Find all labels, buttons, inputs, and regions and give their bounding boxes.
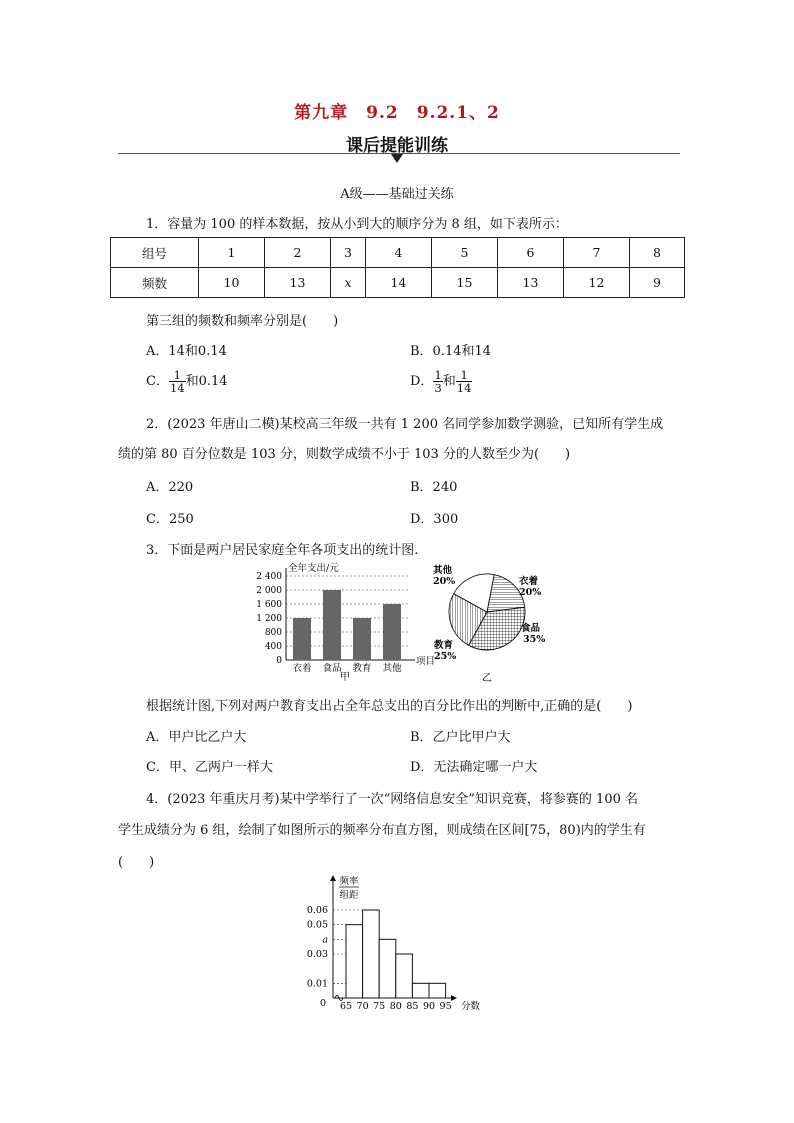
x-axis-label: 项目 — [416, 656, 436, 667]
y-tick-label: 0.06 — [306, 905, 328, 916]
q2-option-d: D．300 — [410, 512, 459, 527]
q4-line2: 学生成绩分为 6 组，绘制了如图所示的频率分布直方图，则成绩在区间[75，80)内的学生有 — [118, 823, 646, 838]
y-tick-label: 800 — [264, 628, 282, 638]
x-tick-label: 95 — [439, 1001, 452, 1012]
option-mid: 和 — [442, 374, 456, 389]
table-cell: 12 — [563, 268, 629, 298]
page-subtitle: 课后提能训练 — [346, 136, 448, 156]
y-tick-label: 400 — [264, 642, 282, 652]
q3-option-c: C．甲、乙两户一样大 — [146, 760, 273, 775]
x-tick-label: 85 — [406, 1001, 419, 1012]
table-cell: 3 — [331, 238, 366, 268]
q2-line1: 2．(2023 年唐山二模)某校高三年级一共有 1 200 名同学参加数学测验，已知所有学生成 — [146, 417, 664, 432]
table-row-count — [111, 268, 685, 298]
y-axis-label: 全年支出/元 — [288, 563, 339, 574]
option-label: D． — [410, 374, 434, 389]
expense-bar-chart — [250, 558, 450, 686]
origin-label: 0 — [319, 998, 326, 1009]
y-tick-label: 0.01 — [306, 978, 328, 990]
table-cell: x — [331, 268, 366, 298]
frequency-histogram — [298, 872, 498, 1018]
q1-stem: 1．容量为 100 的样本数据，按从小到大的顺序分为 8 组，如下表所示： — [146, 217, 568, 232]
table-cell: 4 — [365, 238, 431, 268]
table-header-cell: 组号 — [111, 238, 199, 268]
pie-value-education: 25% — [434, 651, 457, 662]
category-label: 教育 — [352, 663, 372, 674]
y-tick-label: 0.03 — [306, 949, 328, 960]
pie-label-food: 食品 — [521, 623, 541, 634]
y-tick-label: 2 000 — [256, 586, 282, 596]
q1-option-c — [146, 369, 228, 394]
bar — [293, 618, 311, 660]
q1-option-b: B．0.14和14 — [410, 344, 492, 359]
x-tick-label: 80 — [389, 1001, 402, 1012]
x-tick-label: 75 — [373, 1001, 386, 1012]
expense-pie-chart — [430, 562, 560, 690]
x-tick-label: 65 — [339, 1001, 353, 1012]
y-tick-label: 1 600 — [256, 600, 282, 610]
table-cell: 15 — [431, 268, 497, 298]
fraction — [433, 369, 442, 394]
table-row-group — [111, 238, 685, 268]
q4-line3: ( ) — [118, 855, 155, 870]
option-tail: 和0.14 — [185, 374, 228, 389]
pie-label-other: 其他 — [433, 565, 453, 576]
table-cell: 5 — [431, 238, 497, 268]
x-tick-label: 70 — [356, 1001, 369, 1012]
category-label: 食品 — [322, 663, 342, 674]
y-tick-label: 1 200 — [256, 614, 282, 624]
y-tick-label: 0.05 — [306, 919, 328, 931]
q4-line1: 4．(2023 年重庆月考)某中学举行了一次“网络信息安全”知识竞赛，将参赛的 100 名 — [146, 792, 639, 807]
y-tick-label: 2 400 — [256, 572, 282, 582]
frequency-table — [110, 237, 685, 298]
denominator: 14 — [456, 381, 472, 395]
q2-option-c: C．250 — [146, 512, 194, 527]
q3-option-d: D．无法确定哪一户大 — [410, 760, 538, 775]
bar — [353, 618, 371, 660]
histogram-bar — [412, 983, 429, 998]
q1-option-a: A．14和0.14 — [146, 344, 227, 359]
section-level: A级——基础过关练 — [340, 187, 454, 202]
histogram-bar — [346, 925, 363, 998]
table-cell: 9 — [630, 268, 685, 298]
down-triangle-icon — [391, 154, 403, 163]
table-cell: 2 — [265, 238, 331, 268]
denominator: 3 — [434, 381, 442, 395]
q3-option-a: A．甲户比乙户大 — [146, 730, 247, 745]
fraction — [456, 369, 473, 394]
denominator: 14 — [169, 381, 185, 395]
q3-option-b: B．乙户比甲户大 — [410, 730, 511, 745]
table-cell: 7 — [563, 238, 629, 268]
bar — [383, 604, 401, 660]
pie-label-education: 教育 — [434, 640, 454, 651]
table-header-cell: 频数 — [111, 268, 199, 298]
bar — [323, 590, 341, 660]
x-axis-label: 分数 — [461, 1001, 481, 1012]
table-cell: 13 — [265, 268, 331, 298]
category-label: 衣着 — [292, 663, 312, 674]
y-label-denominator: 组距 — [339, 890, 359, 901]
q2-line2: 绩的第 80 百分位数是 103 分，则数学成绩不小于 103 分的人数至少为( ) — [118, 447, 571, 462]
chapter-heading: 第九章 9.2 9.2.1、2 — [294, 103, 500, 123]
category-label: 其他 — [382, 663, 402, 674]
y-tick-label: 0 — [276, 656, 282, 666]
histogram-bar — [379, 939, 396, 998]
x-tick-label: 90 — [422, 1001, 436, 1012]
pie-value-food: 35% — [523, 634, 546, 645]
option-label: C． — [146, 374, 169, 389]
chart-caption-jia: 甲 — [340, 672, 350, 683]
pie-value-clothing: 20% — [519, 587, 542, 598]
table-cell: 13 — [497, 268, 563, 298]
histogram-bar — [396, 954, 413, 998]
table-cell: 1 — [199, 238, 265, 268]
q1-question: 第三组的频数和频率分别是( ) — [146, 314, 339, 329]
table-cell: 14 — [365, 268, 431, 298]
numerator: 1 — [434, 368, 442, 382]
q3-question: 根据统计图,下列对两户教育支出占全年总支出的百分比作出的判断中,正确的是( ) — [146, 699, 633, 714]
histogram-bar — [429, 983, 446, 998]
table-cell: 10 — [199, 268, 265, 298]
table-cell: 6 — [497, 238, 563, 268]
q1-option-d — [410, 369, 472, 394]
y-label-numerator: 频率 — [339, 876, 359, 887]
q2-option-b: B．240 — [410, 480, 458, 495]
numerator: 1 — [169, 369, 186, 382]
fraction — [169, 369, 186, 394]
q3-stem: 3．下面是两户居民家庭全年各项支出的统计图. — [146, 543, 419, 558]
pie-value-other: 20% — [433, 576, 456, 587]
y-tick-label: a — [322, 934, 328, 946]
table-cell: 8 — [630, 238, 685, 268]
chart-caption-yi: 乙 — [482, 673, 492, 684]
histogram-bar — [363, 910, 380, 998]
pie-label-clothing: 衣着 — [519, 576, 539, 587]
q2-option-a: A．220 — [146, 480, 194, 495]
numerator: 1 — [456, 369, 473, 382]
